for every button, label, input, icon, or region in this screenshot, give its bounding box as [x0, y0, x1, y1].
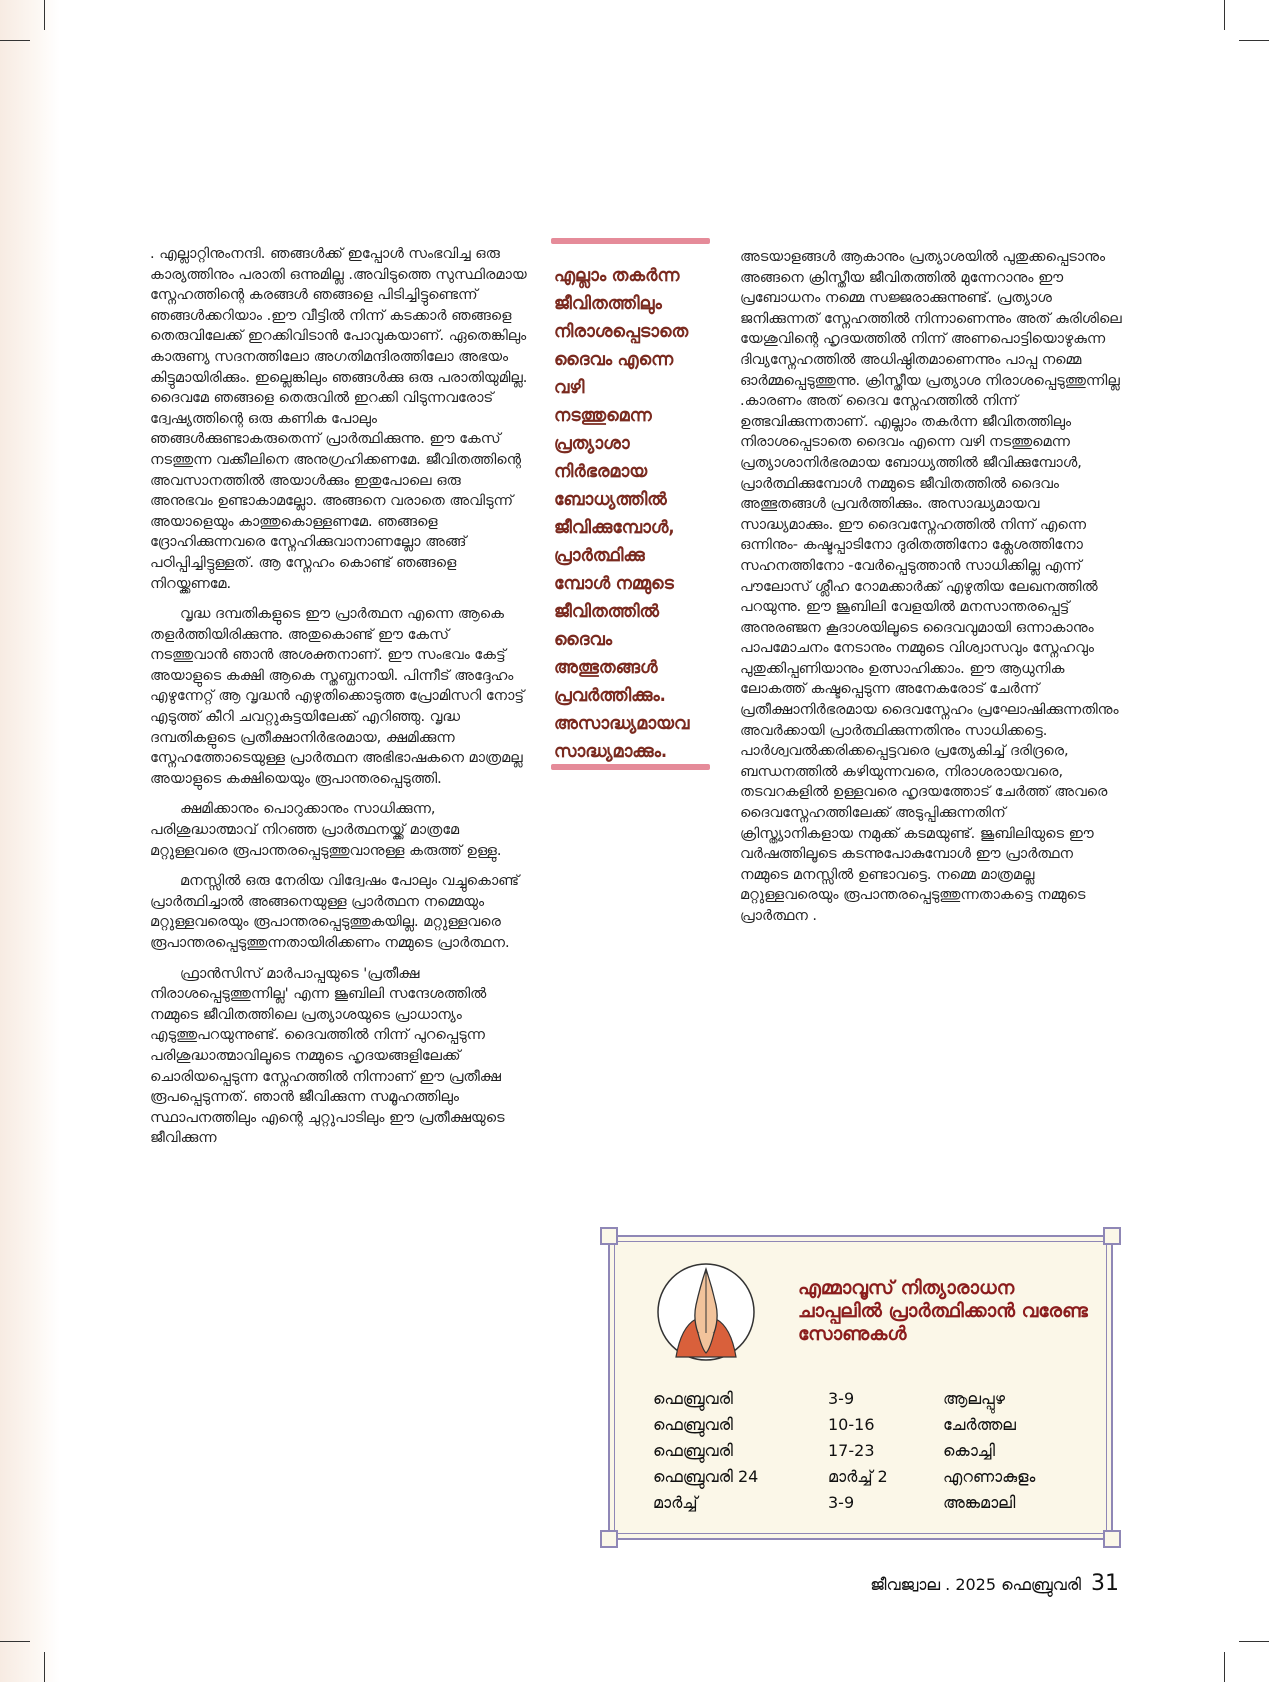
box-corner-ornament [1103, 1227, 1121, 1245]
crop-mark [1224, 0, 1225, 30]
paragraph: വൃദ്ധ ദമ്പതികളുടെ ഈ പ്രാർത്ഥന എന്നെ ആകെ തളർത്തിയിരിക്കുന്നു. അതുകൊണ്ട് ഈ കേസ് നടത്തുവാൻ ഞാൻ അശക്തനാണ്. ഈ സംഭവം കേട്ട് അയാളുടെ കക്ഷി ആകെ സ്തബ്ധനായി. പിന്നീട് അദ്ദേഹം എഴുന്നേറ്റ് ആ വൃദ്ധൻ എഴുതിക്കൊടുത്ത പ്രോമിസറി നോട്ട് എടുത്ത് കീറി ചവറ്റുകുട്ടയിലേക്ക് എറിഞ്ഞു. വൃദ്ധ ദമ്പതികളുടെ പ്രതീക്ഷാനിർഭരമായ, ക്ഷമിക്കുന്ന സ്നേഹത്തോടെയുള്ള പ്രാർത്ഥന അഭിഭാഷകനെ മാത്രമല്ല അയാളുടെ കക്ഷിയെയും രൂപാന്തരപ്പെടുത്തി. [150, 606, 525, 787]
row-month: ഫെബ്രുവരി [653, 1441, 733, 1460]
box-corner-ornament [1103, 1530, 1121, 1548]
page-footer [870, 1571, 1119, 1596]
paragraph: അടയാളങ്ങൾ ആകാനും പ്രത്യാശയിൽ പുതുക്കപ്പെടാനും അങ്ങനെ ക്രിസ്തീയ ജീവിതത്തിൽ മുന്നേറാനും ഈ പ്രബോധനം നമ്മെ സജ്ജരാക്കുന്നുണ്ട്. പ്രത്യാശ ജനിക്കുന്നത് സ്നേഹത്തിൽ നിന്നാണെന്നും അത് കുരിശിലെ യേശുവിന്റെ ഹൃദയത്തിൽ നിന്ന് അണപൊട്ടിയൊഴുകുന്ന ദിവ്യസ്നേഹത്തിൽ അധിഷ്ഠിതമാണെന്നും പാപ്പ നമ്മെ ഓർമ്മപ്പെടുത്തുന്നു. ക്രിസ്തീയ പ്രത്യാശ നിരാശപ്പെടുത്തുന്നില്ല .കാരണം അത് ദൈവ സ്നേഹത്തിൽ നിന്ന് ഉത്ഭവിക്കുന്നതാണ്. എല്ലാം തകർന്ന ജീവിതത്തിലും നിരാശപ്പെടാതെ ദൈവം എന്നെ വഴി നടത്തുമെന്ന പ്രത്യാശാനിർഭരമായ ബോധ്യത്തിൽ ജീവിക്കുമ്പോൾ, പ്രാർത്ഥിക്കുമ്പോൾ നമ്മുടെ ജീവിതത്തിൽ ദൈവം അത്ഭുതങ്ങൾ പ്രവർത്തിക്കും. അസാദ്ധ്യമായവ സാദ്ധ്യമാക്കും. ഈ ദൈവസ്നേഹത്തിൽ നിന്ന് എന്നെ ഒന്നിനും- കഷ്ടപ്പാടിനോ ദുരിതത്തിനോ ക്ലേശത്തിനോ സഹനത്തിനോ -വേർപ്പെടുത്താൻ സാധിക്കില്ല എന്ന് പൗലോസ് ശ്ലീഹ റോമക്കാർക്ക് എഴുതിയ ലേഖനത്തിൽ പറയുന്നു. ഈ ജൂബിലി വേളയിൽ മനസാന്തരപ്പെട്ട് അനുരഞ്ജന കൂദാശയിലൂടെ ദൈവവുമായി ഒന്നാകാനും പാപമോചനം നേടാനും നമ്മുടെ വിശ്വാസവും സ്നേഹവും പുതുക്കിപ്പണിയാനും ഉത്സാഹിക്കാം. ഈ ആധുനിക ലോകത്ത് കഷ്ടപ്പെടുന്ന അനേകരോട് ചേർന്ന് പ്രതീക്ഷാനിർഭരമായ ദൈവസ്നേഹം പ്രഘോഷിക്കുന്നതിനും അവർക്കായി പ്രാർത്ഥിക്കുന്നതിനും സാധിക്കട്ടെ. പാർശ്വവൽക്കരിക്കപ്പെട്ടവരെ പ്രത്യേകിച്ച് ദരിദ്രരെ, ബന്ധനത്തിൽ കഴിയുന്നവരെ, നിരാശരായവരെ, തടവറകളിൽ ഉള്ളവരെ ഹൃദയത്തോട് ചേർത്ത് അവരെ ദൈവസ്നേഹത്തിലേക്ക് അടുപ്പിക്കുന്നതിന് ക്രിസ്ത്യാനികളായ നമുക്ക് കടമയുണ്ട്. ജൂബിലിയുടെ ഈ വർഷത്തിലൂടെ കടന്നുപോകുമ്പോൾ ഈ പ്രാർത്ഥന നമ്മുടെ മനസ്സിൽ ഉണ്ടാവട്ടെ. നമ്മെ മാത്രമല്ല മറ്റുള്ളവരെയും രൂപാന്തരപ്പെടുത്തുന്നതാകട്ടെ നമ്മുടെ പ്രാർത്ഥന . [740, 249, 1122, 924]
praying-hands-icon [656, 1257, 756, 1367]
table-row [653, 1415, 1073, 1441]
article-column-right [740, 247, 1122, 937]
zone-schedule-box [608, 1235, 1113, 1540]
zone-box-title: എമ്മാവൂസ് നിത്യാരാധന ചാപ്പലിൽ പ്രാർത്ഥിക്കാൻ വരേണ്ട സോണുകൾ [798, 1277, 1088, 1345]
row-dates: 3-9 [828, 1389, 855, 1408]
pull-quote [551, 238, 710, 768]
row-month: ഫെബ്രുവരി [653, 1389, 733, 1408]
row-dates: 10-16 [828, 1415, 875, 1434]
row-place: കൊച്ചി [943, 1441, 995, 1460]
paragraph: ക്ഷമിക്കാനും പൊറുക്കാനും സാധിക്കുന്ന, പരിശുദ്ധാത്മാവ് നിറഞ്ഞ പ്രാർത്ഥനയ്ക്ക് മാത്രമേ മറ്റുള്ളവരെ രൂപാന്തരപ്പെടുത്തുവാനുള്ള കരുത്ത് ഉള്ളു. [150, 801, 502, 859]
crop-mark [1239, 1641, 1269, 1642]
row-place: അങ്കമാലി [943, 1493, 1016, 1512]
table-row [653, 1493, 1073, 1519]
pull-quote-top-rule [551, 238, 710, 244]
crop-mark [44, 0, 45, 30]
crop-mark [1224, 1652, 1225, 1682]
paragraph: മനസ്സിൽ ഒരു നേരിയ വിദ്വേഷം പോലും വച്ചുകൊണ്ട് പ്രാർത്ഥിച്ചാൽ അങ്ങനെയുള്ള പ്രാർത്ഥന നമ്മെയും മറ്റുള്ളവരെയും രൂപാന്തരപ്പെടുത്തുകയില്ല. മറ്റുള്ളവരെ രൂപാന്തരപ്പെടുത്തുന്നതായിരിക്കണം നമ്മുടെ പ്രാർത്ഥന. [150, 873, 520, 951]
row-month: ഫെബ്രുവരി [653, 1415, 733, 1434]
box-corner-ornament [600, 1227, 618, 1245]
crop-mark [0, 40, 30, 41]
pull-quote-bottom-rule [551, 764, 710, 770]
magazine-name-date: ജീവജ്വാല . 2025 ഫെബ്രുവരി [870, 1575, 1081, 1594]
paragraph: ഫ്രാൻസിസ് മാർപാപ്പയുടെ 'പ്രതീക്ഷ നിരാശപ്പെടുത്തുന്നില്ല' എന്ന ജൂബിലി സന്ദേശത്തിൽ നമ്മുടെ ജീവിതത്തിലെ പ്രത്യാശയുടെ പ്രാധാന്യം എടുത്തുപറയുന്നുണ്ട്. ദൈവത്തിൽ നിന്ന് പുറപ്പെടുന്ന പരിശുദ്ധാത്മാവിലൂടെ നമ്മുടെ ഹൃദയങ്ങളിലേക്ക് ചൊരിയപ്പെടുന്ന സ്നേഹത്തിൽ നിന്നാണ് ഈ പ്രതീക്ഷ രൂപപ്പെടുന്നത്. ഞാൻ ജീവിക്കുന്ന സമൂഹത്തിലും സ്ഥാപനത്തിലും എന്റെ ചുറ്റുപാടിലും ഈ പ്രതീക്ഷയുടെ ജീവിക്കുന്ന [150, 965, 505, 1147]
box-corner-ornament [600, 1530, 618, 1548]
crop-mark [44, 1652, 45, 1682]
table-row [653, 1389, 1073, 1415]
page-margin-shade [0, 0, 60, 1682]
article-column-left [150, 244, 528, 1159]
crop-mark [0, 1641, 30, 1642]
zone-table [653, 1389, 1073, 1519]
row-place: എറണാകുളം [943, 1467, 1036, 1486]
row-dates: 17-23 [828, 1441, 875, 1460]
row-dates: 3-9 [828, 1493, 855, 1512]
table-row [653, 1441, 1073, 1467]
row-month: ഫെബ്രുവരി 24 [653, 1467, 759, 1486]
paragraph: . എല്ലാറ്റിനുംനന്ദി. ഞങ്ങൾക്ക് ഇപ്പോൾ സംഭവിച്ച ഒരു കാര്യത്തിനും പരാതി ഒന്നുമില്ല .അവിടുത്തെ സുസ്ഥിരമായ സ്നേഹത്തിന്റെ കരങ്ങൾ ഞങ്ങളെ പിടിച്ചിട്ടുണ്ടെന്ന് ഞങ്ങൾക്കറിയാം .ഈ വീട്ടിൽ നിന്ന് കടക്കാർ ഞങ്ങളെ തെരുവിലേക്ക് ഇറക്കിവിടാൻ പോവുകയാണ്. ഏതെങ്കിലും കാരുണ്യ സദനത്തിലോ അഗതിമന്ദിരത്തിലോ അഭയം കിട്ടുമായിരിക്കും. ഇല്ലെങ്കിലും ഞങ്ങൾക്കു ഒരു പരാതിയുമില്ല. ദൈവമേ ഞങ്ങളെ തെരുവിൽ ഇറക്കി വിടുന്നവരോട് ദ്വേഷ്യത്തിന്റെ ഒരു കണിക പോലും ഞങ്ങൾക്കുണ്ടാകരുതെന്ന് പ്രാർത്ഥിക്കുന്നു. ഈ കേസ് നടത്തുന്ന വക്കീലിനെ അനുഗ്രഹിക്കണമേ. ജീവിതത്തിന്റെ അവസാനത്തിൽ അയാൾക്കും ഇതുപോലെ ഒരു അനുഭവം ഉണ്ടാകാമല്ലോ. അങ്ങനെ വരാതെ അവിടുന്ന് അയാളെയും കാത്തുകൊള്ളണമേ. ഞങ്ങളെ ദ്രോഹിക്കുന്നവരെ സ്നേഹിക്കുവാനാണല്ലോ അങ്ങ് പഠിപ്പിച്ചിട്ടുള്ളത്. ആ സ്നേഹം കൊണ്ട് ഞങ്ങളെ നിറയ്ക്കണമേ. [150, 246, 528, 592]
table-row [653, 1467, 1073, 1493]
row-place: ചേർത്തല [943, 1415, 1016, 1434]
crop-mark [1239, 40, 1269, 41]
page-number: 31 [1091, 1571, 1119, 1596]
row-place: ആലപ്പുഴ [943, 1389, 1005, 1408]
pull-quote-text: എല്ലാം തകർന്ന ജീവിതത്തിലും നിരാശപ്പെടാതെ ദൈവം എന്നെ വഴി നടത്തുമെന്ന പ്രത്യാശാ നിർഭരമായ ബോധ്യത്തിൽ ജീവിക്കുമ്പോൾ, പ്രാർത്ഥിക്കു മ്പോൾ നമ്മുടെ ജീവിതത്തിൽ ദൈവം അത്ഭുതങ്ങൾ പ്രവർത്തിക്കും. അസാദ്ധ്യമായവ സാദ്ധ്യമാക്കും. [554, 266, 690, 762]
row-month: മാർച്ച് [653, 1493, 698, 1512]
row-dates: മാർച്ച് 2 [828, 1467, 888, 1486]
